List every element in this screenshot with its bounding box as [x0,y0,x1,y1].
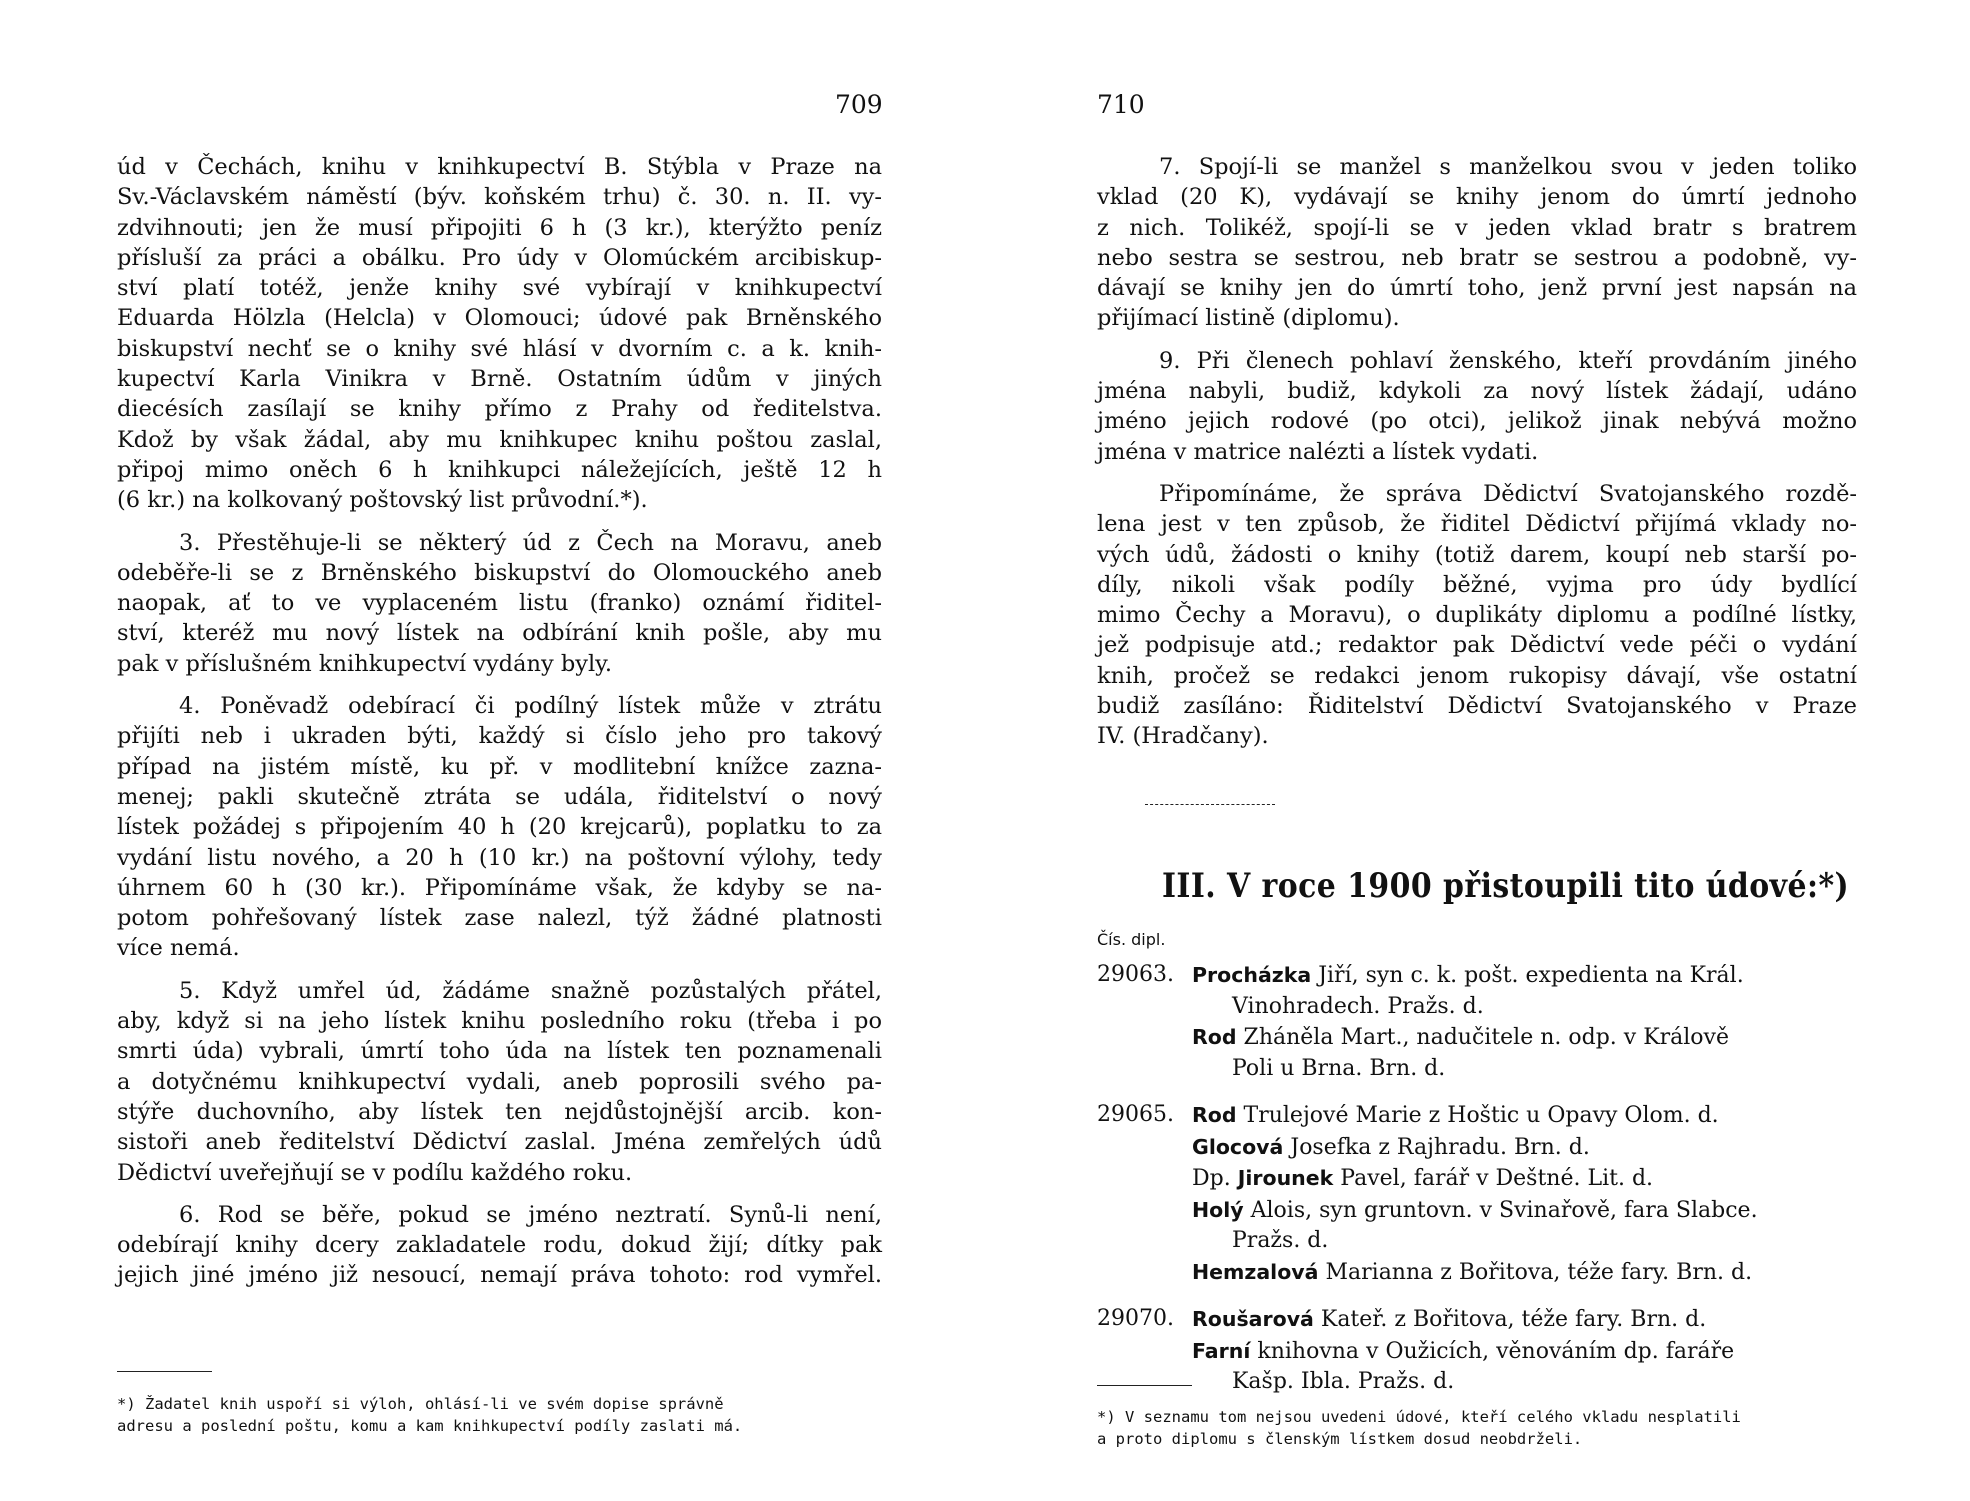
text-line: 7. Spojí-li se manžel s manželkou svou v jeden toliko [1159,154,1857,180]
footnote-line: *) V seznamu tom nejsou uvedeni údové, kteří celého vkladu nesplatili [1097,1408,1741,1426]
text-line: Sv.-Václavském náměstí (býv. koňském trhu) č. 30. n. II. vy- [117,184,882,211]
text-line: úd v Čechách, knihu v knihkupectví B. Stýbla v Praze na [117,154,882,180]
text-line: potom pohřešovaný lístek zase nalezl, týž žádné platnosti [117,905,882,932]
text-line: a dotyčnému knihkupectví vydali, aneb poprosili svého pa- [117,1068,882,1095]
member-details [1192,1304,1857,1398]
title-prefix: Dp. [1192,1166,1238,1191]
paragraph-gap [1097,334,1857,346]
text-line: Eduarda Hölzla (Helcla) v Olomouci; údové pak Brněnského [117,305,882,332]
member-entry [1097,1100,1857,1288]
text-line: Připomínáme, že správa Dědictví Svatojanského rozdě- [1159,480,1857,507]
text-line: nebo sestra se sestrou, neb bratr se sestrou a podobně, vy- [1097,244,1857,271]
text-line: lístek požádej s připojením 40 h (20 krejcarů), poplatku to za [117,814,882,841]
footnote-line: adresu a poslední poštu, komu a kam knihkupectví podíly zaslati má. [117,1417,743,1435]
paragraph-gap [1097,467,1857,479]
member-line [1192,960,1857,992]
diploma-number: 29063. [1097,962,1174,987]
text-line: jméno jejich rodové (po otci), jelikož jinak nebývá možno [1097,408,1857,435]
text-line: smrti úda) vybrali, úmrtí toho úda na lístek ten poznamenali [117,1038,882,1065]
paragraph-gap [117,964,882,976]
page-number: 709 [835,90,883,119]
member-details [1192,960,1857,1084]
text-line: biskupství nechť se o knihy své hlásí v dvorním c. a k. knih- [117,335,882,362]
text-line: knih, pročež se redakci jenom rukopisy dávají, vše ostatní [1097,662,1857,689]
footnote-line: a proto diplomu s členským lístkem dosud neobdrželi. [1097,1430,1583,1448]
member-line: Pražs. d. [1232,1228,1329,1253]
section-divider [1145,804,1275,805]
footnote-rule [1097,1385,1192,1386]
member-line [1192,1257,1857,1289]
text-line: jména v matrice nalézti a lístek vydati. [1097,438,1539,465]
text-line: kupectví Karla Vinikra v Brně. Ostatním údům v jiných [117,366,882,393]
page-number: 710 [1097,90,1145,119]
member-line [1192,1336,1857,1368]
member-info: Pavel, farář v Deštné. Lit. d. [1333,1166,1654,1191]
text-line: dávají se knihy jen do úmrtí toho, jenž první jest napsán na [1097,275,1857,302]
text-line: pak v příslušném knihkupectví vydány byly. [117,650,613,677]
member-details [1192,1100,1857,1288]
member-info: Kateř. z Bořitova, téže fary. Brn. d. [1313,1307,1707,1332]
text-line: vých údů, žádosti o knihy (totiž darem, koupí neb starší po- [1097,541,1857,568]
text-line: více nemá. [117,935,240,962]
entry-gap [1097,1084,1857,1100]
text-line: stýře duchovního, aby lístek ten nejdůstojnější arcib. kon- [117,1098,882,1125]
right-page [985,0,1970,1501]
text-line: vydání listu nového, a 20 h (10 kr.) na poštovní výlohy, tedy [117,844,882,871]
member-name: Holý [1192,1197,1244,1222]
text-line: jež podpisuje atd.; redaktor pak Dědictví vede péči o vydání [1097,632,1857,659]
text-line: odebírají knihy dcery zakladatele rodu, dokud žijí; dítky pak [117,1232,882,1259]
text-line: 6. Rod se běře, pokud se jméno neztratí. Synů-li není, [179,1201,882,1228]
text-line: přísluší za práci a obálku. Pro údy v Olomúckém arcibiskup- [117,244,882,271]
entry-gap [1097,1288,1857,1304]
text-line: naopak, ať to ve vyplaceném listu (franko) oznámí řiditel- [117,590,882,617]
text-line: přijímací listině (diplomu). [1097,305,1400,332]
text-line: jména nabyli, budiž, kdykoli za nový lístek žádají, udáno [1097,378,1857,405]
text-line: přijíti neb i ukraden býti, každý si číslo jeho pro takový [117,723,882,750]
member-line [1192,1304,1857,1336]
member-name: Glocová [1192,1134,1284,1159]
member-info: Trulejové Marie z Hoštic u Opavy Olom. d. [1236,1103,1719,1128]
member-info: knihovna v Oužicích, věnováním dp. faráře [1250,1338,1735,1364]
column-header: Čís. dipl. [1097,930,1166,949]
text-line: díly, nikoli však podíly běžné, vyjma pro údy bydlící [1097,571,1857,598]
member-name: Rod [1192,1103,1237,1127]
member-name: Rod [1192,1025,1237,1049]
member-info: Jiří, syn c. k. pošt. expedienta na Král. [1311,963,1744,988]
text-line: mimo Čechy a Moravu), o duplikáty diplomu a podílné lístky, [1097,602,1857,629]
text-line: zdvihnouti; jen že musí připojiti 6 h (3 kr.), kterýžto peníz [117,214,882,241]
paragraph-gap [117,516,882,528]
text-line: 3. Přestěhuje-li se některý úd z Čech na Moravu, aneb [179,529,882,556]
text-line: Dědictví uveřejňují se v podílu každého roku. [117,1159,633,1186]
text-line: 9. Při členech pohlaví ženského, kteří provdáním jiného [1159,347,1857,374]
text-line: případ na jistém místě, ku př. v modlitební knížce zazna- [117,753,882,780]
text-line: připoj mimo oněch 6 h knihkupci náležejících, ještě 12 h [117,456,882,483]
diploma-number: 29065. [1097,1102,1174,1127]
section-title: III. V roce 1900 přistoupili tito údové:*) [1162,866,1850,906]
text-line: diecésích zasílají se knihy přímo z Prahy od ředitelstva. [117,396,882,423]
member-line [1192,1022,1857,1054]
member-entry [1097,1304,1857,1398]
text-line: 4. Poněvadž odebírací či podílný lístek může v ztrátu [179,693,882,720]
text-line: úhrnem 60 h (30 kr.). Připomínáme však, že kdyby se na- [117,874,882,901]
text-line: sistoři aneb ředitelství Dědictví zaslal. Jména zemřelých údů [117,1129,882,1156]
member-info: Josefka z Rajhradu. Brn. d. [1283,1134,1590,1160]
text-line: ství platí totéž, jenže knihy své vybírají v knihkupectví [117,275,882,302]
right-page-body [1097,152,1857,752]
text-line: (6 kr.) na kolkovaný poštovský list průvodní.*). [117,487,648,514]
member-line [1192,1100,1857,1132]
member-name: Procházka [1192,963,1312,987]
paragraph-gap [117,1188,882,1200]
text-line: vklad (20 K), vydávají se knihy jenom do úmrtí jednoho [1097,184,1857,211]
member-line: Vinohradech. Pražs. d. [1232,993,1484,1019]
member-info: Marianna z Bořitova, téže fary. Brn. d. [1318,1259,1753,1285]
member-line: Poli u Brna. Brn. d. [1232,1055,1446,1081]
text-line: Kdož by však žádal, aby mu knihkupec knihu poštou zaslal, [117,426,882,453]
right-footnote [1097,1406,1857,1450]
member-name: Jirounek [1237,1166,1334,1190]
footnote-line: *) Žadatel knih uspoří si výloh, ohlásí-li ve svém dopise správně [117,1395,724,1413]
text-line: 5. Když umřel úd, žádáme snažně pozůstalých přátel, [179,977,882,1004]
text-line: ství, kteréž mu nový lístek na odbírání knih pošle, aby mu [117,620,882,647]
text-line: IV. (Hradčany). [1097,723,1269,750]
member-info: Zháněla Mart., nadučitele n. odp. v Králově [1236,1025,1730,1050]
member-name: Hemzalová [1192,1259,1319,1284]
member-entry [1097,960,1857,1084]
member-line: Kašp. Ibla. Pražs. d. [1232,1369,1455,1394]
paragraph-gap [117,679,882,691]
member-line [1192,1132,1857,1164]
member-name: Farní [1192,1338,1251,1363]
text-line: lena jest v ten způsob, že řiditel Dědictví přijímá vklady no- [1097,511,1857,538]
text-line: z nich. Tolikéž, spojí-li se v jeden vklad bratr s bratrem [1097,214,1857,241]
member-line [1192,1195,1857,1227]
footnote-rule [117,1371,212,1372]
member-name: Roušarová [1192,1307,1314,1331]
diploma-number: 29070. [1097,1306,1174,1331]
text-line: aby, když si na jeho lístek knihu posledního roku (třeba i po [117,1008,882,1035]
text-line: odeběře-li se z Brněnského biskupství do Olomouckého aneb [117,559,882,586]
text-line: budiž zasíláno: Řiditelství Dědictví Svatojanského v Praze [1097,693,1857,720]
text-line: menej; pakli skutečně ztráta se udála, řiditelství o nový [117,783,882,810]
member-info: Alois, syn gruntovn. v Svinařově, fara Slabce. [1243,1197,1758,1223]
member-list [1097,960,1857,1398]
member-line [1192,1163,1857,1195]
text-line: jejich jiné jméno již nesoucí, nemají práva tohoto: rod vymřel. [117,1262,882,1289]
left-footnote [117,1393,882,1437]
left-page-body [117,152,882,1291]
